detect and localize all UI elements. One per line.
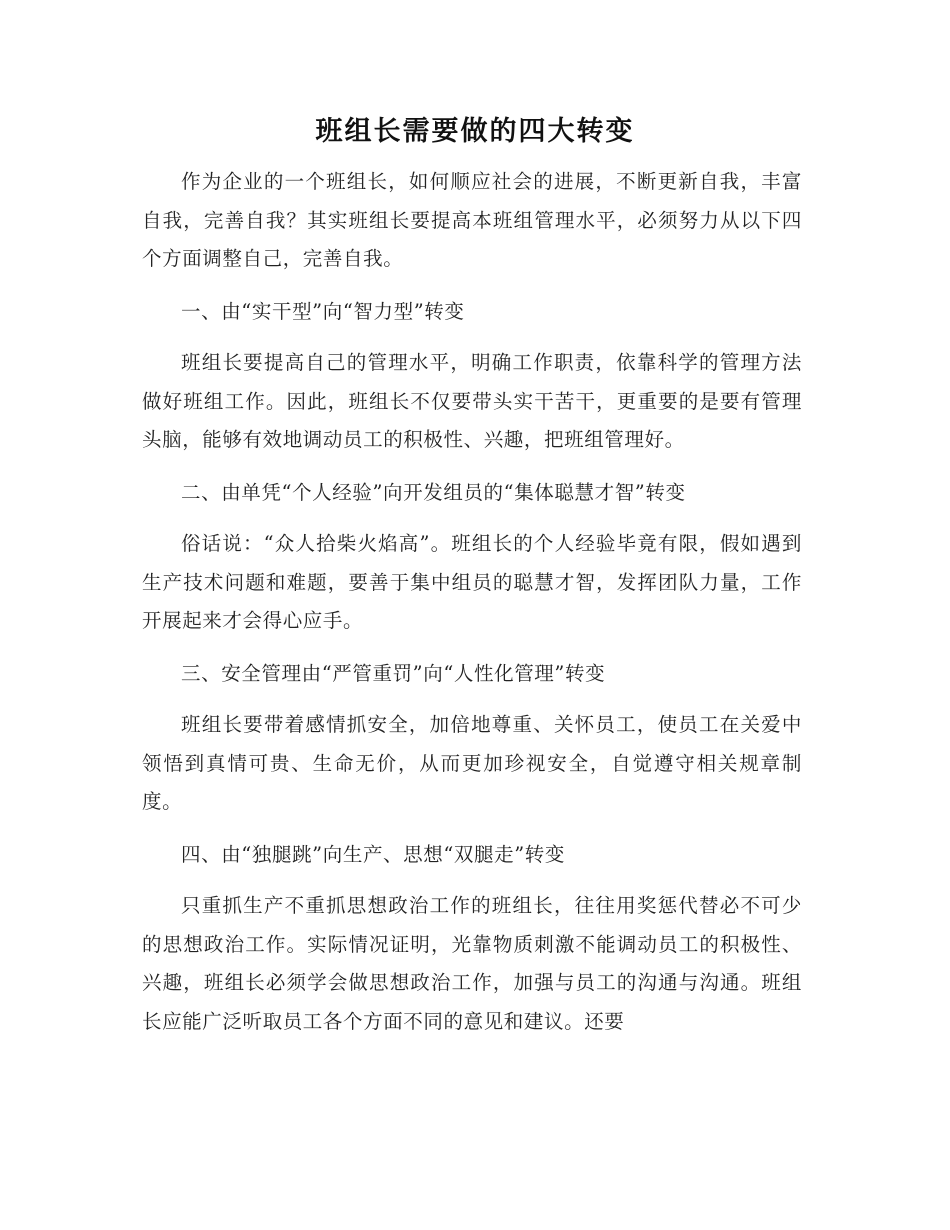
section-body-1: 班组长要提高自己的管理水平，明确工作职责，依靠科学的管理方法做好班组工作。因此，班组长不仅要带头实干苦干，更重要的是要有管理头脑，能够有效地调动员工的积极性、兴趣，把班组管理好。 <box>142 351 802 451</box>
section-heading-3: 三、安全管理由“严管重罚”向“人性化管理”转变 <box>181 661 606 685</box>
section-heading-1: 一、由“实干型”向“智力型”转变 <box>181 299 465 323</box>
section-heading-2: 二、由单凭“个人经验”向开发组员的“集体聪慧才智”转变 <box>181 480 686 504</box>
section-body-3: 班组长要带着感情抓安全，加倍地尊重、关怀员工，使员工在关爱中领悟到真情可贵、生命无价，从而更加珍视安全，自觉遵守相关规章制度。 <box>142 713 802 813</box>
section-body-4: 只重抓生产不重抓思想政治工作的班组长，往往用奖惩代替必不可少的思想政治工作。实际情况证明，光靠物质刺激不能调动员工的积极性、兴趣，班组长必须学会做思想政治工作，加强与员工的沟通与沟通。班组长应能广泛听取员工各个方面不同的意见和建议。还要 <box>142 894 802 1033</box>
section-body-2: 俗话说：“众人拾柴火焰高”。班组长的个人经验毕竟有限，假如遇到生产技术问题和难题，要善于集中组员的聪慧才智，发挥团队力量，工作开展起来才会得心应手。 <box>142 532 802 632</box>
document-body <box>142 163 802 1041</box>
section-heading-4: 四、由“独腿跳”向生产、思想“双腿走”转变 <box>181 842 565 866</box>
intro-paragraph: 作为企业的一个班组长，如何顺应社会的进展，不断更新自我，丰富自我，完善自我？其实班组长要提高本班组管理水平，必须努力从以下四个方面调整自己，完善自我。 <box>142 170 802 270</box>
document-title: 班组长需要做的四大转变 <box>315 116 635 147</box>
